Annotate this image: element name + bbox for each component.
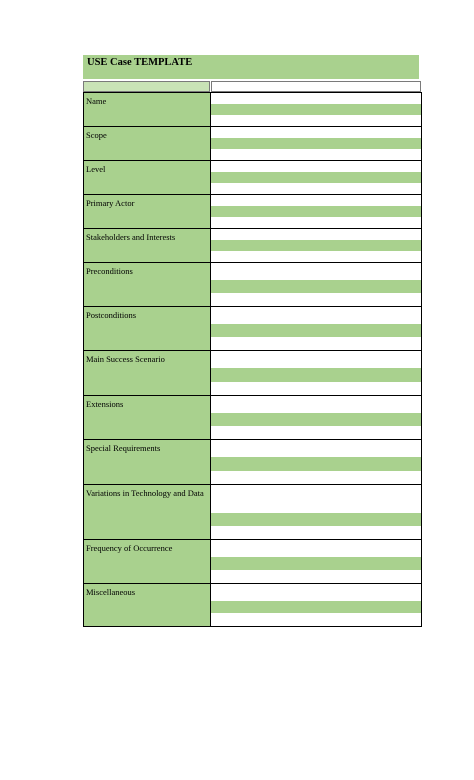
value-line[interactable] (211, 149, 421, 160)
row-value-cell[interactable] (211, 583, 422, 627)
value-line[interactable] (211, 127, 421, 138)
row-extensions (83, 395, 422, 439)
row-stakeholders (83, 228, 422, 262)
row-label: Scope (83, 126, 211, 160)
row-label: Frequency of Occurrence (83, 539, 211, 583)
value-line[interactable] (211, 183, 421, 194)
value-line[interactable] (211, 351, 421, 368)
value-line[interactable] (211, 396, 421, 413)
row-level (83, 160, 422, 194)
value-line[interactable] (211, 584, 421, 601)
row-value-cell[interactable] (211, 228, 422, 262)
value-line[interactable] (211, 138, 421, 149)
row-variations (83, 484, 422, 539)
value-line[interactable] (211, 251, 421, 262)
row-name (83, 92, 422, 126)
row-value-cell[interactable] (211, 92, 422, 126)
header-spacer-right[interactable] (211, 81, 421, 92)
value-line[interactable] (211, 485, 421, 513)
row-value-cell[interactable] (211, 395, 422, 439)
value-line[interactable] (211, 195, 421, 206)
value-line[interactable] (211, 229, 421, 240)
value-line[interactable] (211, 570, 421, 583)
row-label: Variations in Technology and Data (83, 484, 211, 539)
row-preconditions (83, 262, 422, 306)
value-line[interactable] (211, 172, 421, 183)
row-postconditions (83, 306, 422, 350)
value-line[interactable] (211, 557, 421, 570)
value-line[interactable] (211, 206, 421, 217)
value-line[interactable] (211, 307, 421, 324)
value-line[interactable] (211, 293, 421, 306)
row-value-cell[interactable] (211, 126, 422, 160)
row-label: Main Success Scenario (83, 350, 211, 395)
row-label: Stakeholders and Interests (83, 228, 211, 262)
row-label: Postconditions (83, 306, 211, 350)
value-line[interactable] (211, 471, 421, 484)
value-line[interactable] (211, 513, 421, 526)
use-case-table (83, 92, 422, 627)
row-label: Name (83, 92, 211, 126)
row-label: Primary Actor (83, 194, 211, 228)
row-main-success-scenario (83, 350, 422, 395)
row-value-cell[interactable] (211, 160, 422, 194)
header-spacer-left (83, 81, 210, 92)
value-line[interactable] (211, 413, 421, 426)
value-line[interactable] (211, 240, 421, 251)
row-scope (83, 126, 422, 160)
value-line[interactable] (211, 440, 421, 457)
row-label: Preconditions (83, 262, 211, 306)
value-line[interactable] (211, 115, 421, 126)
value-line[interactable] (211, 368, 421, 381)
value-line[interactable] (211, 382, 421, 395)
value-line[interactable] (211, 263, 421, 280)
row-label: Miscellaneous (83, 583, 211, 627)
value-line[interactable] (211, 104, 421, 115)
value-line[interactable] (211, 457, 421, 470)
value-line[interactable] (211, 613, 421, 626)
row-frequency (83, 539, 422, 583)
row-primary-actor (83, 194, 422, 228)
row-value-cell[interactable] (211, 539, 422, 583)
row-label: Extensions (83, 395, 211, 439)
row-value-cell[interactable] (211, 262, 422, 306)
row-value-cell[interactable] (211, 306, 422, 350)
value-line[interactable] (211, 540, 421, 557)
row-label: Level (83, 160, 211, 194)
row-value-cell[interactable] (211, 194, 422, 228)
value-line[interactable] (211, 426, 421, 439)
row-value-cell[interactable] (211, 484, 422, 539)
value-line[interactable] (211, 526, 421, 539)
value-line[interactable] (211, 161, 421, 172)
template-title: USE Case TEMPLATE (83, 55, 419, 79)
row-miscellaneous (83, 583, 422, 627)
value-line[interactable] (211, 93, 421, 104)
row-value-cell[interactable] (211, 439, 422, 484)
row-special-requirements (83, 439, 422, 484)
value-line[interactable] (211, 280, 421, 293)
row-value-cell[interactable] (211, 350, 422, 395)
value-line[interactable] (211, 217, 421, 228)
value-line[interactable] (211, 601, 421, 614)
value-line[interactable] (211, 324, 421, 337)
value-line[interactable] (211, 337, 421, 350)
row-label: Special Requirements (83, 439, 211, 484)
